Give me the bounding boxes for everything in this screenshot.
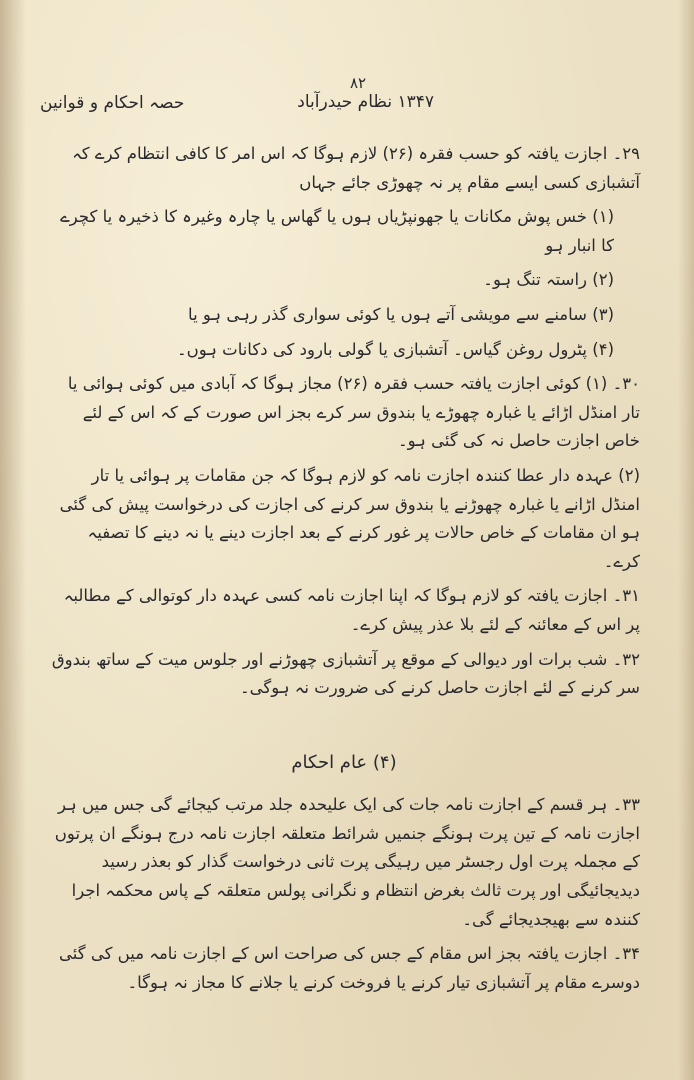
running-title: ۱۳۴۷ نظام حیدرآباد (297, 92, 434, 112)
page-shadow-right (678, 0, 694, 1080)
heading-general-orders: (۴) عام احکام (291, 751, 397, 773)
paragraph-29-item-4: (۴) پٹرول روغن گیاس۔ آتشبازی یا گولی بارود کی دکانات ہوں۔ (176, 339, 614, 359)
paragraph-29-item-3: (۳) سامنے سے مویشی آتے ہوں یا کوئی سواری گذر رہی ہو یا (188, 304, 614, 324)
paragraph-32: ۳۲۔ شب برات اور دیوالی کے موقع پر آتشبازی چھوڑنے اور جلوس میت کے ساتھ بندوق سر کرنے کے لئے اجازت حاصل کرنے کی ضرورت نہ ہوگی۔ (51, 649, 640, 698)
paragraph-31: ۳۱۔ اجازت یافتہ کو لازم ہوگا کہ اپنا اجازت نامہ کسی عہدہ دار کوتوالی کے مطالبہ پر اس کے معائنہ کے لئے بلا عذر پیش کرے۔ (63, 586, 640, 634)
page-number: ۸۲ (350, 74, 367, 92)
paragraph-34: ۳۴۔ اجازت یافتہ بجز اس مقام کے جس کی صراحت اس کے اجازت نامہ میں کی گئی دوسرے مقام پر آتشبازی تیار کرنے یا فروخت کرنے یا جلانے کا مجاز نہ ہوگا۔ (58, 944, 640, 992)
paragraph-33: ۳۳۔ ہر قسم کے اجازت نامہ جات کی ایک علیحدہ جلد مرتب کیجائے گی جس میں ہر اجازت نامہ کے تین پرت ہونگے جنمیں شرائط متعلقہ اجازت نامہ درج ہونگے ان پرتوں کے مجملہ پرت اول رجسٹر میں رہیگی پرت ثانی درخواست گذار کو بعذر رسید دیدیجائیگی اور پرت ثالث بغرض انتظام و نگرانی پولس متعلقہ کے پاس محکمہ اجرا کنندہ سے بھیجدیجائے گی۔ (54, 795, 640, 929)
paragraph-29-item-1: (۱) خس پوش مکانات یا جھونپڑیاں ہوں یا گھاس یا چارہ وغیرہ کا ذخیرہ یا کچرے کا انبار ہو (60, 207, 614, 255)
section-title: حصہ احکام و قوانین (40, 93, 185, 113)
paragraph-30: ۳۰۔ (۱) کوئی اجازت یافتہ حسب فقرہ (۲۶) مجاز ہوگا کہ آبادی میں کوئی ہوائی یا تار امنڈل اڑائے یا غبارہ چھوڑے یا بندوق سر کرے بجز اس صورت کے کہ اس کے لئے خاص اجازت حاصل نہ کی گئی ہو۔ (67, 374, 640, 451)
page-shadow-left (0, 0, 26, 1080)
page-body (48, 140, 640, 1003)
paragraph-30-2: (۲) عہدہ دار عطا کنندہ اجازت نامہ کو لازم ہوگا کہ جن مقامات پر ہوائی یا تار امنڈل اڑانے یا غبارہ چھوڑنے یا بندوق سر کرنے کی اجازت کی درخواست پیش کی گئی ہو ان مقامات کے خاص حالات پر غور کرنے کے بعد اجازت دینے یا نہ دینے کا تصفیہ کرے۔ (59, 465, 640, 571)
page-header (40, 74, 654, 124)
paragraph-29: ۲۹۔ اجازت یافتہ کو حسب فقرہ (۲۶) لازم ہوگا کہ اس امر کا کافی انتظام کرے کہ آتشبازی کسی ایسے مقام پر نہ چھوڑی جائے جہاں (72, 144, 640, 192)
paragraph-29-item-2: (۲) راستہ تنگ ہو۔ (483, 270, 614, 290)
